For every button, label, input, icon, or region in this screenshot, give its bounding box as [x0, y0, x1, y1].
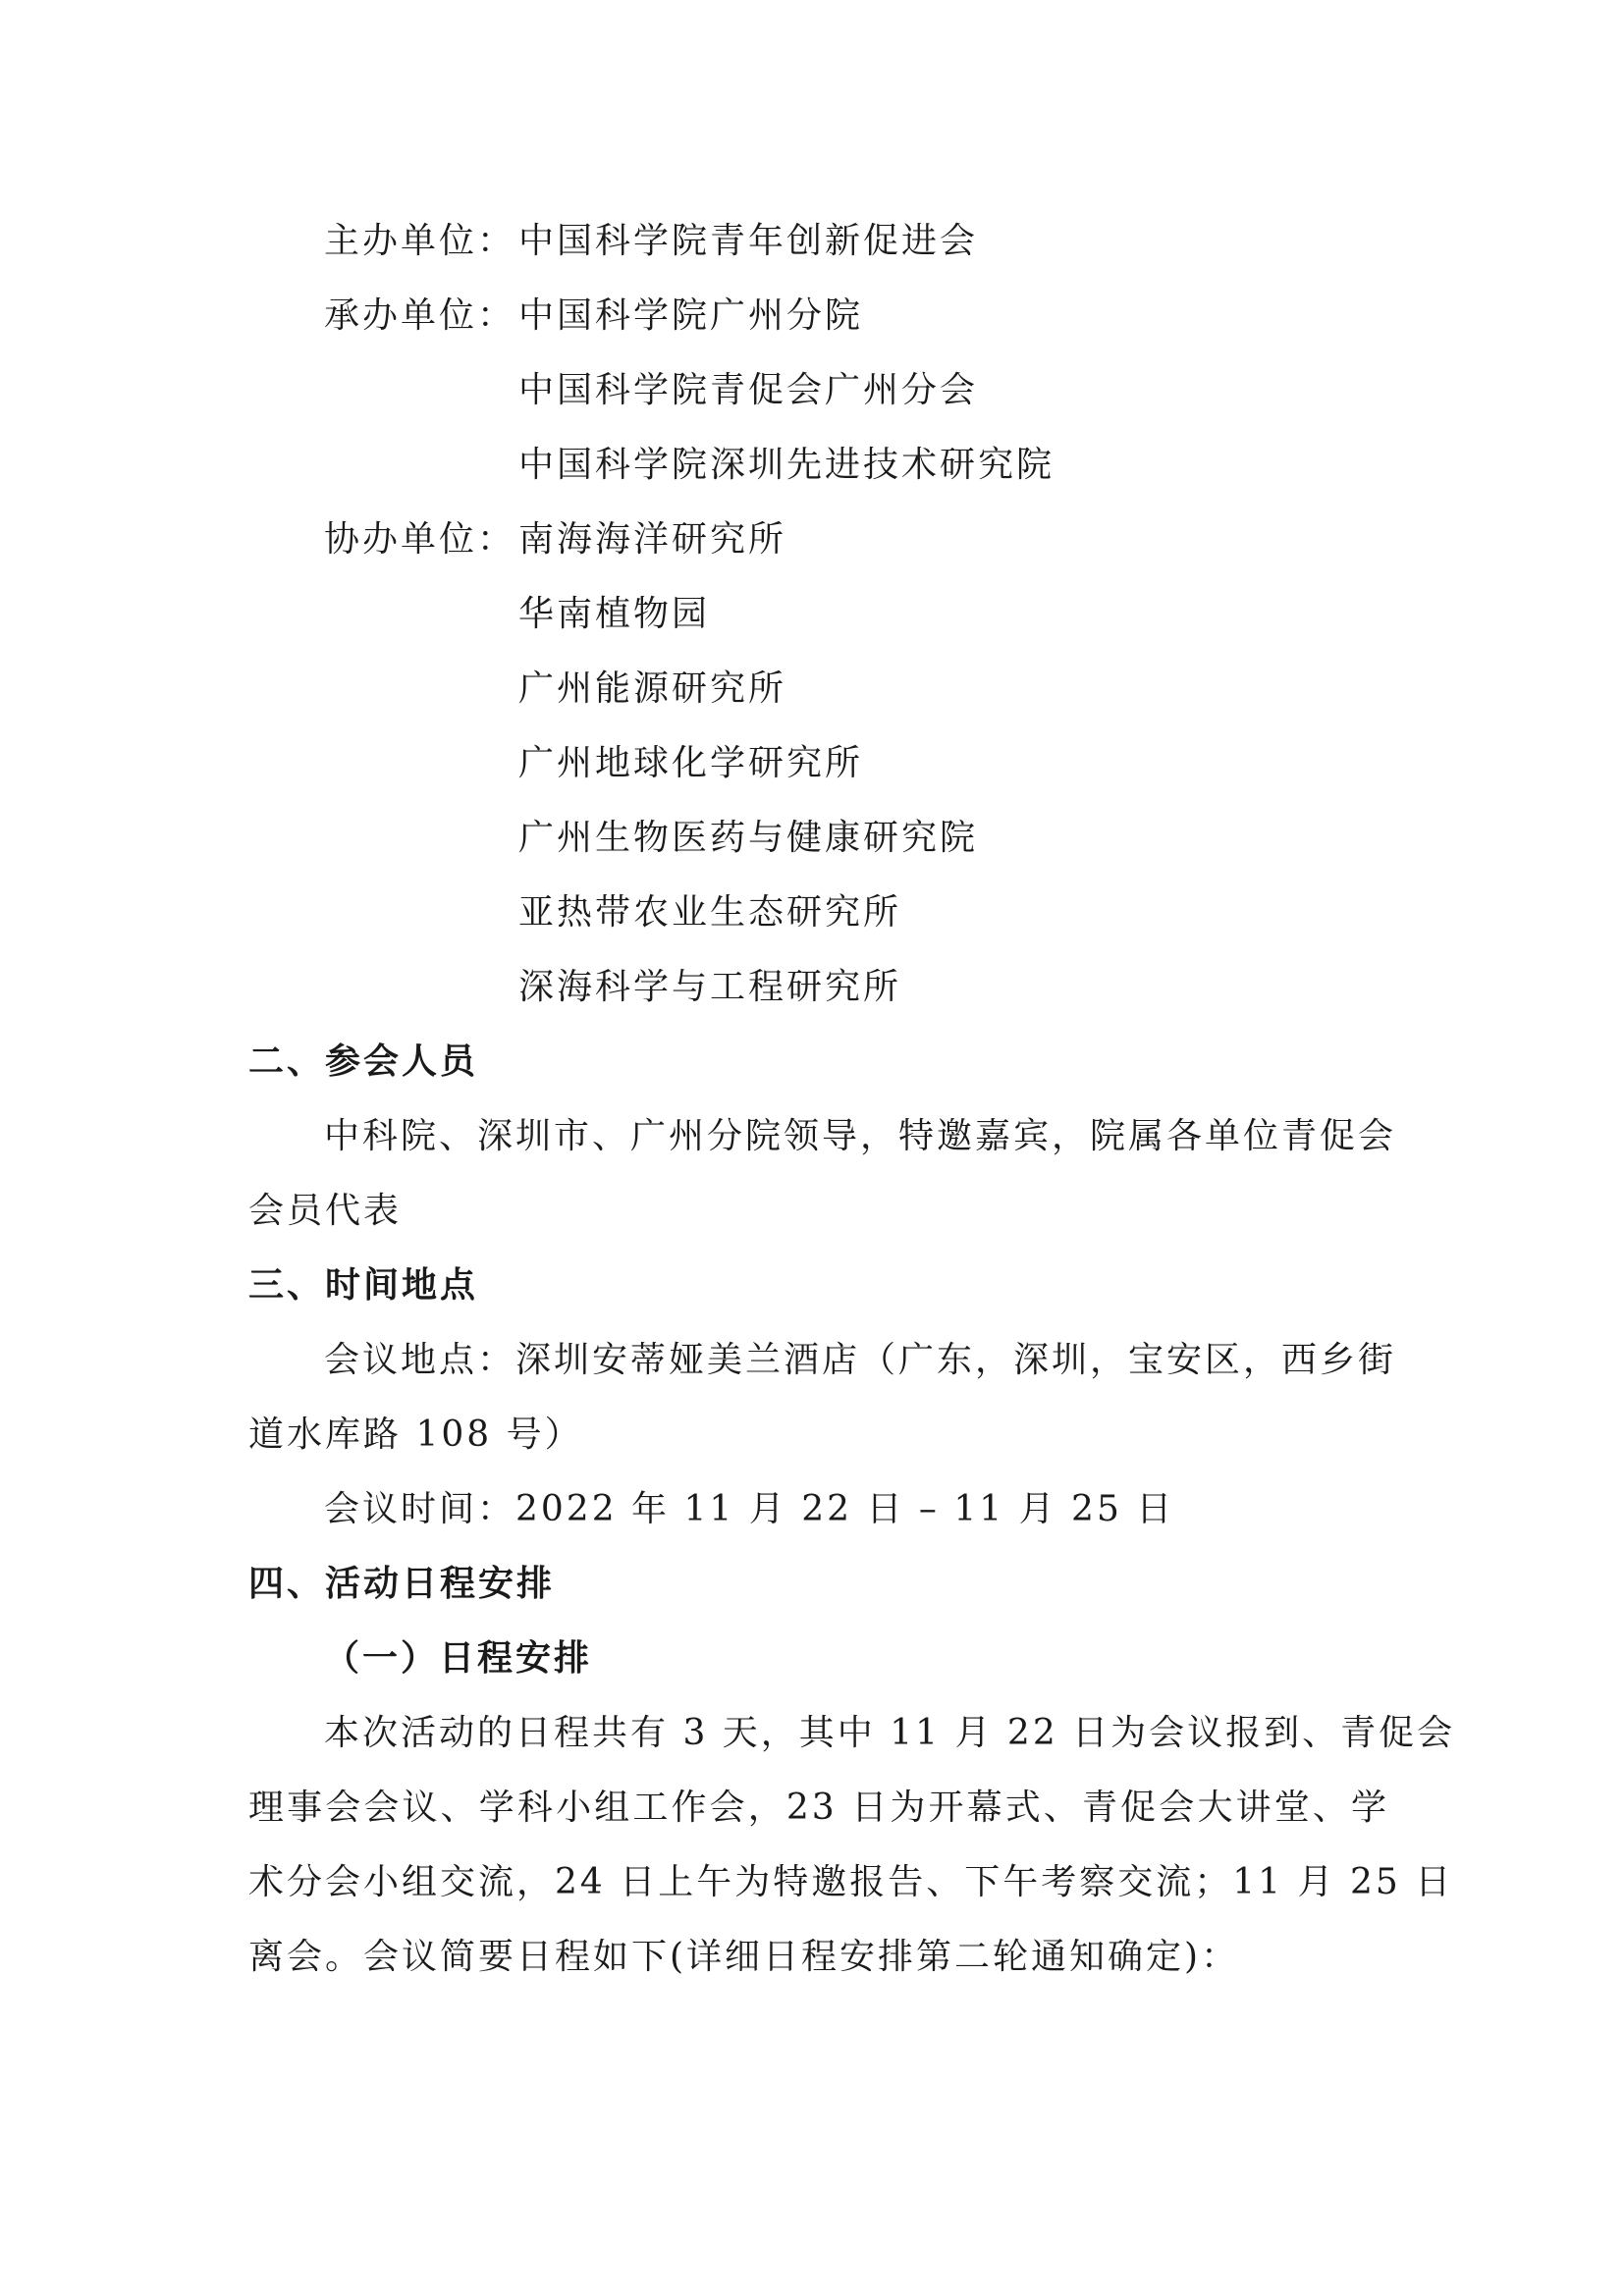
schedule-paragraph-line: 离会。会议简要日程如下(详细日程安排第二轮通知确定)：: [248, 1937, 1240, 1977]
co-organizer-item: 广州生物医药与健康研究院: [518, 818, 979, 858]
schedule-paragraph-line: 理事会会议、学科小组工作会，23 日为开幕式、青促会大讲堂、学: [248, 1788, 1389, 1828]
co-organizer-item: 亚热带农业生态研究所: [518, 892, 902, 933]
section-2-heading: 二、参会人员: [248, 1041, 479, 1082]
co-organizer-item: 广州能源研究所: [518, 668, 787, 709]
host-organization: 中国科学院青年创新促进会: [518, 221, 979, 261]
co-organizer-item: 华南植物园: [518, 594, 711, 634]
co-organizer-item: 南海海洋研究所: [518, 519, 787, 560]
schedule-paragraph-line: 术分会小组交流，24 日上午为特邀报告、下午考察交流；11 月 25 日: [248, 1862, 1454, 1902]
section-2-paragraph-line: 会员代表: [248, 1191, 403, 1231]
schedule-subheading: （一）日程安排: [324, 1638, 593, 1679]
co-organizer-label: 协办单位：: [324, 519, 516, 560]
section-4-heading: 四、活动日程安排: [248, 1564, 556, 1604]
section-3-heading: 三、时间地点: [248, 1265, 479, 1306]
co-organizer-item: 广州地球化学研究所: [518, 743, 864, 783]
meeting-time: 会议时间：2022 年 11 月 22 日 – 11 月 25 日: [324, 1489, 1175, 1529]
section-2-paragraph-line: 中科院、深圳市、广州分院领导，特邀嘉宾，院属各单位青促会: [324, 1116, 1397, 1156]
undertaker-item: 中国科学院广州分院: [518, 295, 864, 336]
co-organizer-item: 深海科学与工程研究所: [518, 967, 902, 1007]
venue-line: 道水库路 108 号）: [248, 1415, 583, 1455]
schedule-paragraph-line: 本次活动的日程共有 3 天，其中 11 月 22 日为会议报到、青促会: [324, 1713, 1456, 1753]
undertaker-label: 承办单位：: [324, 295, 516, 336]
host-label: 主办单位：: [324, 221, 516, 261]
undertaker-item: 中国科学院深圳先进技术研究院: [518, 445, 1056, 485]
venue-line: 会议地点：深圳安蒂娅美兰酒店（广东，深圳，宝安区，西乡街: [324, 1340, 1397, 1380]
undertaker-item: 中国科学院青促会广州分会: [518, 370, 979, 410]
